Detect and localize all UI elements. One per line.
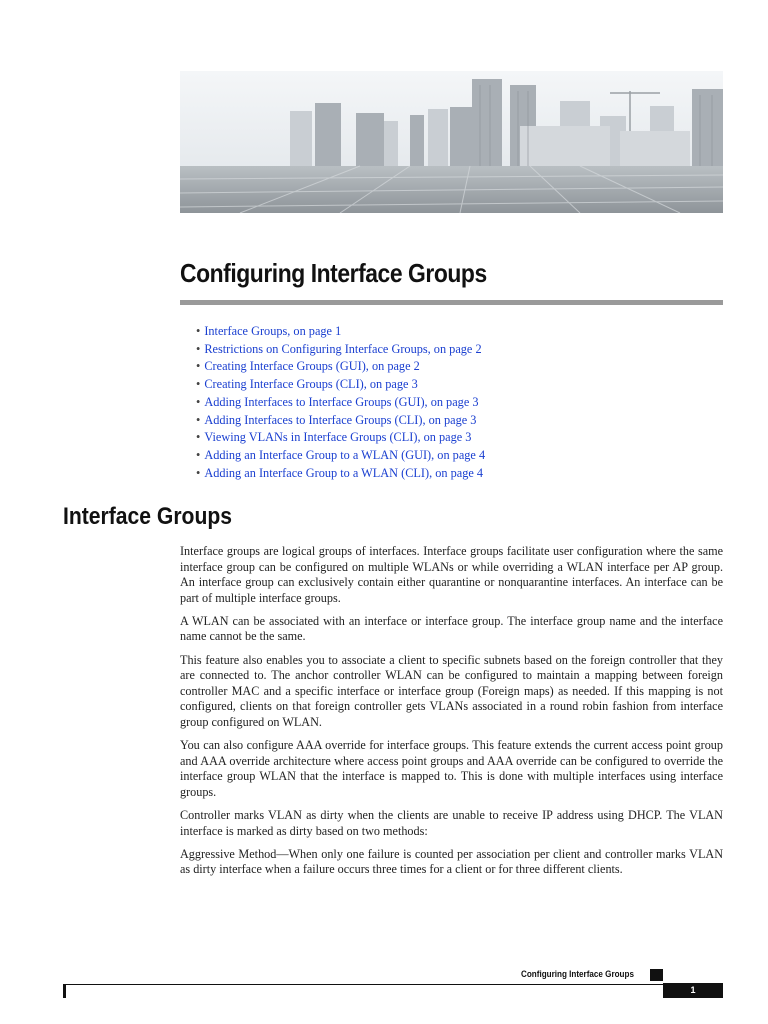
footer-chapter-title: Configuring Interface Groups (521, 969, 634, 979)
chapter-title: Configuring Interface Groups (180, 258, 487, 288)
footer-rule (65, 984, 663, 985)
toc-item: • Adding an Interface Group to a WLAN (CLI), on page 4 (196, 465, 484, 480)
footer-tick (63, 984, 66, 998)
toc-item: • Adding an Interface Group to a WLAN (GUI), on page 4 (196, 447, 486, 462)
toc-item: • Adding Interfaces to Interface Groups (GUI), on page 3 (196, 394, 479, 409)
toc-item: • Adding Interfaces to Interface Groups (CLI), on page 3 (196, 412, 477, 427)
toc-item: • Restrictions on Configuring Interface Groups, on page 2 (196, 341, 482, 356)
toc-link-adding-interfaces-gui[interactable]: Adding Interfaces to Interface Groups (GUI), on page 3 (204, 394, 479, 409)
title-rule (180, 300, 723, 305)
toc-link-adding-group-wlan-gui[interactable]: Adding an Interface Group to a WLAN (GUI), on page 4 (204, 447, 486, 462)
toc-link-interface-groups[interactable]: Interface Groups, on page 1 (204, 324, 342, 338)
toc-link-creating-cli[interactable]: Creating Interface Groups (CLI), on page 3 (204, 377, 418, 392)
footer-marker (650, 969, 663, 981)
header-city-banner (180, 71, 723, 213)
chapter-toc (196, 323, 485, 482)
toc-item: • Creating Interface Groups (CLI), on page 3 (196, 377, 418, 392)
toc-item: • Creating Interface Groups (GUI), on page 2 (196, 359, 420, 374)
toc-link-adding-group-wlan-cli[interactable]: Adding an Interface Group to a WLAN (CLI), on page 4 (204, 465, 484, 480)
toc-link-adding-interfaces-cli[interactable]: Adding Interfaces to Interface Groups (CLI), on page 3 (204, 412, 477, 427)
section-body (180, 544, 723, 885)
body-paragraph: This feature also enables you to associate a client to specific subnets based on the foreign controller that they are connected to. The anchor controller WLAN can be configured to maintain a mapping between foreign controller MAC and a specific interface or interface group (Foreign maps) as needed. If this mapping is not configured, clients on that foreign controller gets VLANs associated in a round robin fashion from interface group configured on WLAN. (180, 652, 723, 729)
body-paragraph: Interface groups are logical groups of interfaces. Interface groups facilitate user configuration where the same interface group can be configured on multiple WLANs or while overriding a WLAN interface per AP group. An interface group can exclusively contain either quarantine or nonquarantine interfaces. An interface can be part of multiple interface groups. (180, 544, 723, 605)
body-paragraph: You can also configure AAA override for interface groups. This feature extends the current access point group and AAA override architecture where access point groups and AAA override can be configured to override the interface group WLAN that the interface is mapped to. This is done with multiple interfaces using interface groups. (180, 738, 723, 799)
toc-item: • Viewing VLANs in Interface Groups (CLI), on page 3 (196, 430, 472, 445)
toc-link-creating-gui[interactable]: Creating Interface Groups (GUI), on page 2 (204, 359, 420, 374)
body-paragraph: A WLAN can be associated with an interface or interface group. The interface group name and the interface name cannot be the same. (180, 613, 723, 644)
page-number: 1 (663, 983, 723, 998)
toc-link-restrictions[interactable]: Restrictions on Configuring Interface Groups, on page 2 (204, 341, 482, 356)
body-paragraph: Controller marks VLAN as dirty when the clients are unable to receive IP address using DHCP. The VLAN interface is marked as dirty based on two methods: (180, 807, 723, 838)
toc-item: • Interface Groups, on page 1 (196, 324, 342, 338)
body-paragraph: Aggressive Method—When only one failure is counted per association per client and controller marks VLAN as dirty interface when a failure occurs three times for a client or for three different clients. (180, 846, 723, 877)
section-title: Interface Groups (63, 503, 233, 530)
toc-link-viewing-vlans-cli[interactable]: Viewing VLANs in Interface Groups (CLI), on page 3 (204, 430, 472, 445)
